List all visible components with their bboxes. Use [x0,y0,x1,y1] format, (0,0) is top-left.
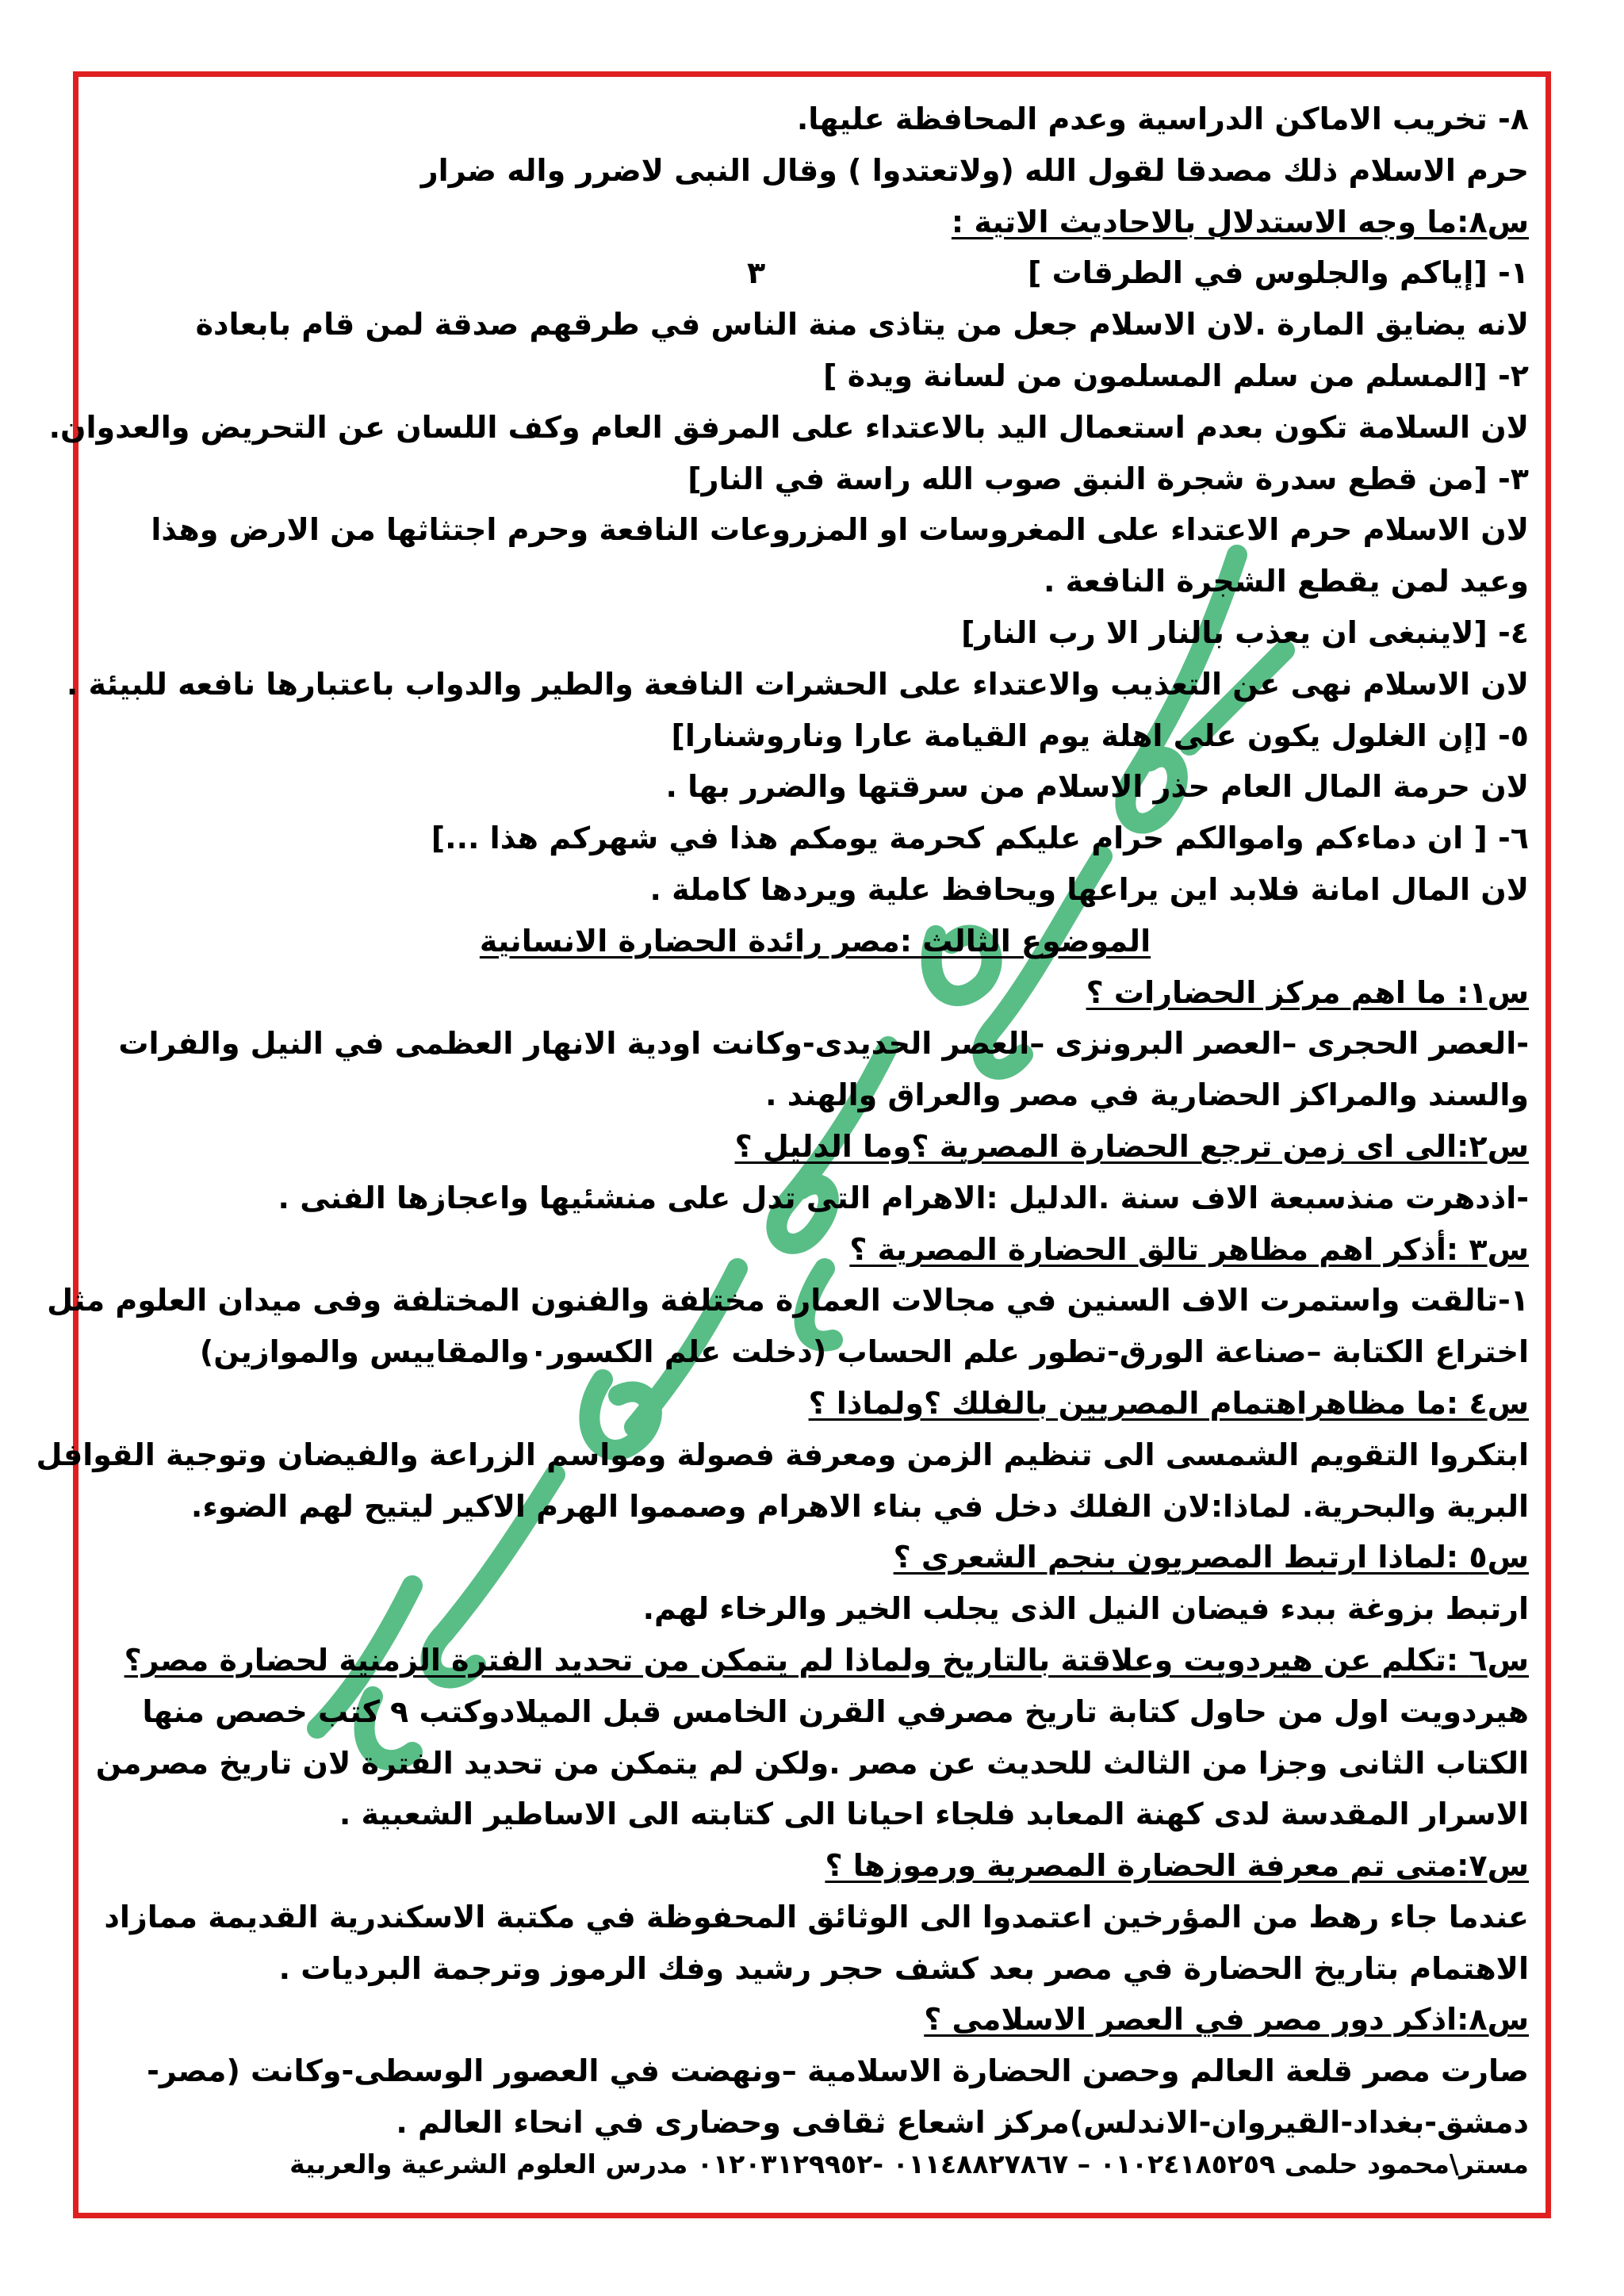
text-line: لان الاسلام نهى عن التعذيب والاعتداء على الحشرات النافعة والطير والدواب باعتبارها نافعه للبيئة . [66,666,1529,702]
text-line: لان السلامة تكون بعدم استعمال اليد بالاعتداء على المرفق العام وكف اللسان عن التحريض والعدوان. [48,409,1529,445]
text-line: ٤- [لاينبغى ان يعذب بالنار الا رب النار] [961,614,1529,650]
text-line: عندما جاء رهط من المؤرخين اعتمدوا الى الوثائق المحفوظة في مكتبة الاسكندرية القديمة ممازاد [104,1899,1529,1934]
text-line: الاسرار المقدسة لدى كهنة المعابد فلجاء احيانا الى كتابته الى الاساطير الشعبية . [339,1797,1529,1832]
text-line: هيردويت اول من حاول كتابة تاريخ مصرفي القرن الخامس قبل الميلادوكتب ٩ كتب خصص منها [142,1693,1529,1729]
text-line: ٥- [إن الغلول يكون على اهلة يوم القيامة عارا وناروشنارا] [671,718,1529,753]
text-line: -العصر الحجرى –العصر البرونزى –العصر الحديدى-وكانت اودية الانهار العظمى في النيل والفرات [118,1026,1529,1062]
text-line: لان حرمة المال العام حذر الاسلام من سرقتها والضرر بها . [665,769,1529,805]
document-body [36,94,1529,2141]
question-line: س٣ :أذكر اهم مظاهر تالق الحضارة المصرية ؟ [849,1231,1529,1267]
question-line: س٥ :لماذا ارتبط المصريون بنجم الشعرى ؟ [893,1540,1529,1575]
text-line: والسند والمراكز الحضارية في مصر والعراق والهند . [765,1077,1529,1113]
text-line: لانه يضايق المارة .لان الاسلام جعل من يتاذى منة الناس في طرقهم صدقة لمن قام بابعادة [195,307,1529,342]
text-line: ٣- [من قطع سدرة شجرة النبق صوب الله راسة في النار] [688,461,1529,496]
text-line: ابتكروا التقويم الشمسى الى تنظيم الزمن ومعرفة فصولة ومواسم الزراعة والفيضان وتوجية القوافل [36,1437,1529,1472]
text-line: ١- [إياكم والجلوس في الطرقات ] ٣ [747,255,1529,291]
text-line: دمشق-بغداد-القيروان-الاندلس)مركز اشعاع ثقافى وحضارى في انحاء العالم . [396,2105,1529,2141]
text-line: اختراع الكتابة –صناعة الورق-تطور علم الحساب (دخلت علم الكسور٠والمقاييس والموازين) [199,1334,1529,1370]
question-line: س٨:ما وجه الاستدلال بالاحاديث الاتية : [951,204,1529,239]
text-line: ٦- [ ان دماءكم واموالكم حرام عليكم كحرمة يومكم هذا في شهركم هذا ...] [431,821,1529,856]
question-line: س١: ما اهم مركز الحضارات ؟ [1086,974,1529,1010]
text-line: لان الاسلام حرم الاعتداء على المغروسات او المزروعات النافعة وحرم اجتثاثها من الارض وهذا [151,512,1529,548]
question-line: س٤ :ما مظاهراهتمام المصريين بالفلك ؟ولماذا ؟ [808,1385,1529,1421]
text-line: ارتبط بزوغة ببدء فيضان النيل الذى يجلب الخير والرخاء لهم. [642,1591,1529,1627]
footer-contact: مستر\محمود حلمى ٠١٠٢٤١٨٥٢٥٩ – ٠١١٤٨٨٢٧٨٦٧ -٠١٢٠٣١٢٩٩٥٢ مدرس العلوم الشرعية والعربية [289,2149,1529,2179]
question-line: س٦ :تكلم عن هيردويت وعلاقتة بالتاريخ ولماذا لم يتمكن من تحديد الفترة الزمنية لحضارة مصر؟ [124,1642,1529,1678]
text-line: ٢- [المسلم من سلم المسلمون من لسانة ويدة ] [823,358,1529,393]
text-line: ٨- تخريب الاماكن الدراسية وعدم المحافظة عليها. [796,101,1529,136]
text-line: حرم الاسلام ذلك مصدقا لقول الله (ولاتعتدوا ) وقال النبى لاضرر واله ضرار [420,152,1529,188]
text-line: البرية والبحرية. لماذا:لان الفلك دخل في بناء الاهرام وصمموا الهرم الاكير ليتيح لهم الضوء. [190,1488,1529,1524]
text-line: ١-تالقت واستمرت الاف السنين في مجالات العمارة مختلفة والفنون المختلفة وفى ميدان العلوم مثل [47,1283,1529,1318]
text-line: -اذدهرت منذسبعة الاف سنة .الدليل :الاهرام التى تدل على منشئيها واعجازها الفنى . [278,1180,1529,1215]
question-line: س٧:متى تم معرفة الحضارة المصرية ورموزها ؟ [825,1848,1529,1884]
section-heading: الموضوع الثالث :مصر رائدة الحضارة الانسانية [479,923,1151,959]
question-line: س٢:الى اى زمن ترجع الحضارة المصرية ؟وما الدليل ؟ [734,1128,1529,1164]
question-line: س٨:اذكر دور مصر في العصر الاسلامى ؟ [924,2002,1529,2038]
text-line: وعيد لمن يقطع الشجرة النافعة . [1043,564,1529,599]
text-line: الكتاب الثانى وجزا من الثالث للحديث عن مصر .ولكن لم يتمكن من تحديد الفترة لان تاريخ مصرمن [95,1745,1529,1781]
text-line: الاهتمام بتاريخ الحضارة في مصر بعد كشف حجر رشيد وفك الرموز وترجمة البرديات . [278,1950,1529,1986]
text-line: لان المال امانة فلابد اين يراعها ويحافظ علية ويردها كاملة . [649,871,1529,907]
text-line: صارت مصر قلعة العالم وحصن الحضارة الاسلامية –ونهضت في العصور الوسطى-وكانت (مصر- [147,2053,1529,2089]
